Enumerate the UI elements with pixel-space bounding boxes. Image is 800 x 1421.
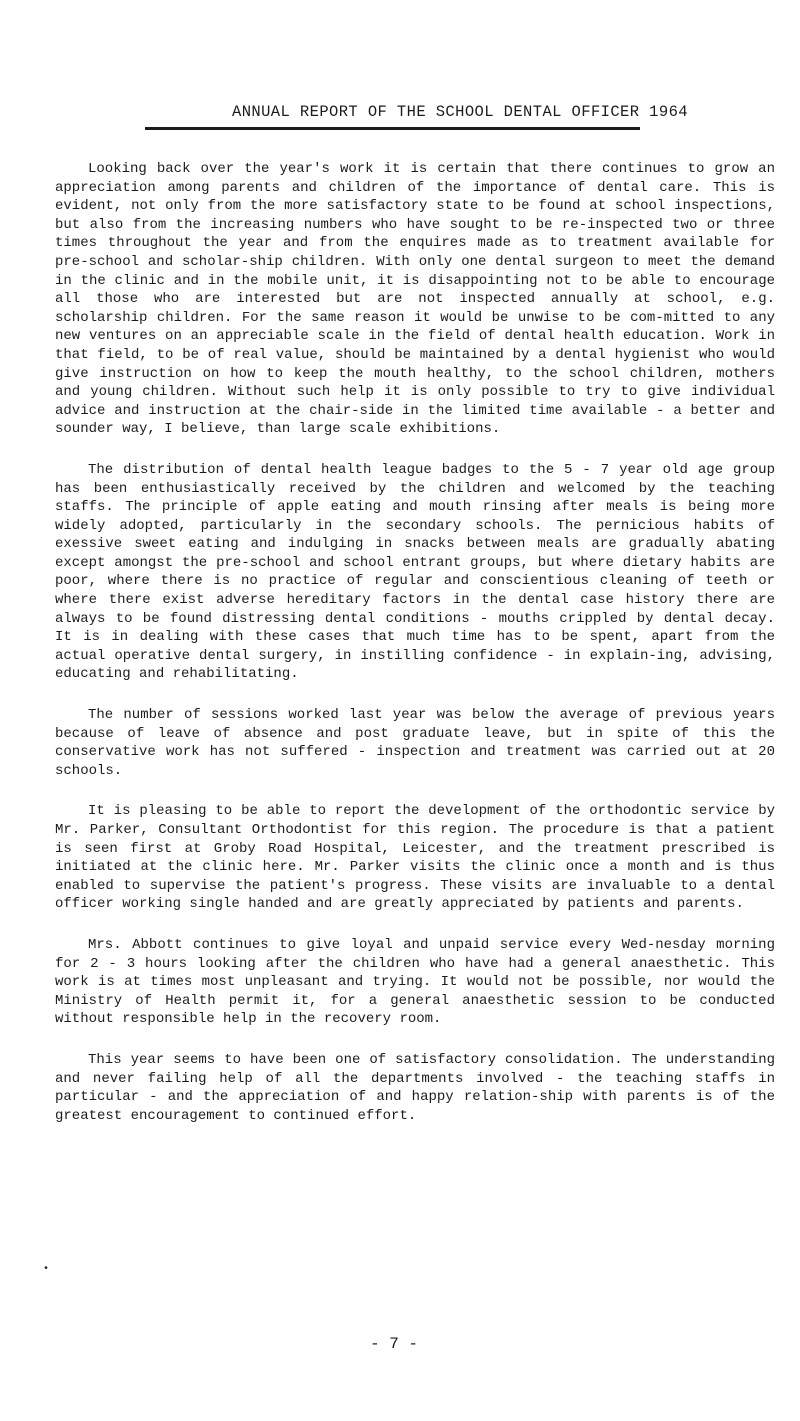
- paragraph-anaesthetic-help: Mrs. Abbott continues to give loyal and unpaid service every Wed-nesday morning for 2 - 3 hours looking after the children who have had a general anaesthetic. This work is at times most unpleasant and trying. It would not be possible, nor would the Ministry of Health permit it, for a general anaesthetic session to be conducted without responsible help in the recovery room.: [55, 936, 775, 1028]
- paragraph-health-badges: The distribution of dental health league badges to the 5 - 7 year old age group has been enthusiastically received by the children and welcomed by the teaching staffs. The principle of apple eating and mouth rinsing after meals is being more widely adopted, particularly in the secondary schools. The pernicious habits of exessive sweet eating and indulging in snacks between meals are gradually abating except amongst the pre-school and school entrant groups, but where dietary habits are poor, where there is no practice of regular and conscientious cleaning of teeth or where there exist adverse hereditary factors in the dental case history there are always to be found distressing dental conditions - mouths crippled by dental decay. It is in dealing with these cases that much time has to be spent, apart from the actual operative dental surgery, in instilling confidence - in explain-ing, advising, educating and rehabilitating.: [55, 461, 775, 683]
- paragraph-consolidation: This year seems to have been one of satisfactory consolidation. The understanding and never failing help of all the departments involved - the teaching staffs in particular - and the appreciation of and happy relation-ship with parents is of the greatest encouragement to continued effort.: [55, 1051, 775, 1124]
- page-title: ANNUAL REPORT OF THE SCHOOL DENTAL OFFICER 1964: [232, 103, 688, 121]
- paragraph-sessions: The number of sessions worked last year was below the average of previous years because of leave of absence and post graduate leave, but in spite of this the conservative work has not suffered - inspection and treatment was carried out at 20 schools.: [55, 707, 775, 779]
- paragraph-year-review: Looking back over the year's work it is certain that there continues to grow an appreciation among parents and children of the importance of dental care. This is evident, not only from the more satisfactory state to be found at school inspections, but also from the increasing numbers who have sought to be re-inspected two or three times throughout the year and from the enquires made as to treatment available for pre-school and scholar-ship children. With only one dental surgeon to meet the demand in the clinic and in the mobile unit, it is disappointing not to be able to encourage all those who are interested but are not inspected annually at school, e.g. scholarship children. For the same reason it would be unwise to be com-mitted to any new ventures on an appreciable scale in the field of dental health education. Work in that field, to be of real value, should be maintained by a dental hygienist who would give instruction on how to keep the mouth healthy, to the school children, mothers and young children. Without such help it is only possible to try to give individual advice and instruction at the chair-side in the limited time available - a better and sounder way, I believe, than large scale exhibitions.: [55, 161, 775, 438]
- report-body: [55, 160, 775, 1147]
- paragraph-orthodontic: It is pleasing to be able to report the development of the orthodontic service by Mr. Parker, Consultant Orthodontist for this region. The procedure is that a patient is seen first at Groby Road Hospital, Leicester, and the treatment prescribed is initiated at the clinic here. Mr. Parker visits the clinic once a month and is thus enabled to supervise the patient's progress. These visits are invaluable to a dental officer working single handed and are greatly appreciated by patients and parents.: [55, 803, 775, 913]
- margin-speck: •: [43, 1264, 50, 1275]
- page-number: - 7 -: [370, 1335, 419, 1353]
- title-underline: [145, 127, 640, 130]
